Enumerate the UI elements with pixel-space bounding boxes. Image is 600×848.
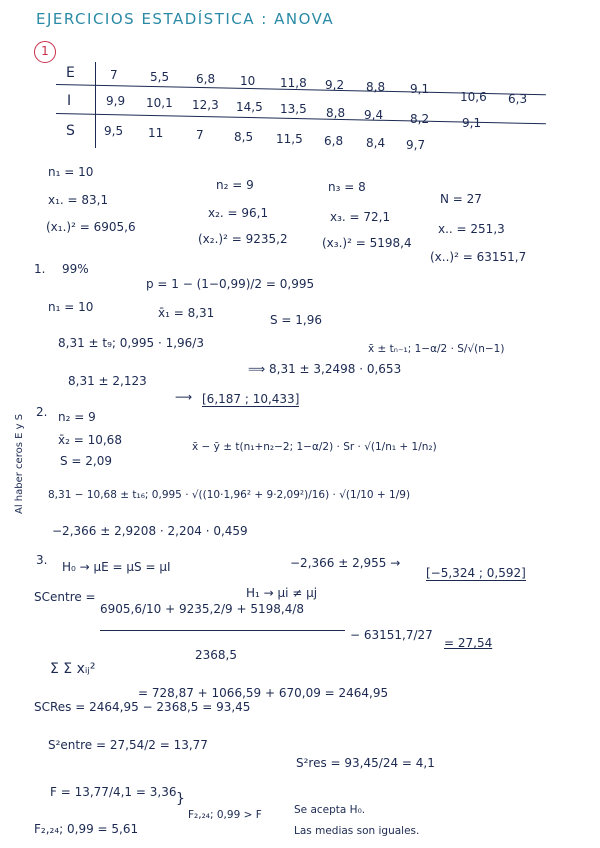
- sc-entre-minus: − 63151,7/27: [350, 628, 433, 642]
- n1-value: n₁ = 10: [48, 300, 94, 314]
- x3-squared: (x₃.)² = 5198,4: [322, 236, 412, 250]
- f-table-value: F₂,₂₄; 0,99 = 5,61: [34, 822, 139, 836]
- cell: 9,4: [364, 108, 384, 122]
- sc-entre-sub: 2368,5: [195, 648, 237, 662]
- f-statistic: F = 13,77/4,1 = 3,36: [50, 785, 177, 799]
- cell: 9,9: [106, 94, 126, 108]
- cell: 10: [240, 74, 256, 88]
- cell: 11: [148, 126, 164, 140]
- mean-2: x̄₂ = 10,68: [58, 433, 122, 447]
- cell: 10,1: [146, 96, 173, 110]
- cell: 6,8: [196, 72, 216, 86]
- sc-entre-label: SCentre =: [34, 590, 96, 604]
- x2-squared: (x₂.)² = 9235,2: [198, 232, 288, 246]
- s2-res: S²res = 93,45/24 = 4,1: [296, 756, 435, 770]
- cell: 9,7: [406, 138, 426, 152]
- n2-value: n₂ = 9: [58, 410, 96, 424]
- cell: 7: [110, 68, 118, 82]
- exercise-number: 1: [41, 44, 49, 58]
- x3-total: x₃. = 72,1: [330, 210, 391, 224]
- cell: 7: [196, 128, 204, 142]
- x1-squared: (x₁.)² = 6905,6: [46, 220, 136, 234]
- x2-total: x₂. = 96,1: [208, 206, 269, 220]
- cell: 8,2: [410, 112, 430, 126]
- cell: 10,6: [460, 90, 487, 104]
- cell: 11,5: [276, 132, 303, 146]
- diff-ci-calc-3: −2,366 ± 2,955 →: [290, 556, 401, 570]
- cell: 8,4: [366, 136, 386, 150]
- cell: 9,1: [462, 116, 482, 130]
- diff-ci-calc: 8,31 − 10,68 ± t₁₆; 0,995 · √((10·1,96² + 9·2,09²)/16) · √(1/10 + 1/9): [48, 489, 411, 501]
- big-n: N = 27: [440, 192, 482, 206]
- part-1-label: 1.: [34, 262, 46, 276]
- grand-total: x.. = 251,3: [438, 222, 505, 236]
- ci-interval: [6,187 ; 10,433]: [202, 392, 300, 406]
- n2: n₂ = 9: [216, 178, 254, 192]
- double-sum-label: Σ Σ xᵢⱼ²: [50, 661, 96, 677]
- ci-calc-result: ⟹ 8,31 ± 3,2498 · 0,653: [248, 362, 402, 376]
- ci-calc: 8,31 ± t₉; 0,995 · 1,96/3: [58, 336, 204, 350]
- cell: 9,2: [325, 78, 345, 92]
- mean-1: x̄₁ = 8,31: [158, 306, 215, 320]
- brace: }: [176, 791, 185, 807]
- f-comparison: F₂,₂₄; 0,99 > F: [188, 809, 262, 821]
- grand-total-squared: (x..)² = 63151,7: [430, 250, 527, 264]
- page-title: EJERCICIOS ESTADÍSTICA : ANOVA: [36, 10, 335, 28]
- side-note: Al haber ceros E y S: [14, 413, 25, 514]
- n3: n₃ = 8: [328, 180, 366, 194]
- ci-formula: x̄ ± tₙ₋₁; 1−α/2 · S/√(n−1): [368, 343, 505, 355]
- ci-calc-2: 8,31 ± 2,123: [68, 374, 147, 388]
- part-3-label: 3.: [36, 553, 48, 567]
- exercise-number-circle: [34, 41, 56, 63]
- cell: 11,8: [280, 76, 307, 90]
- sc-entre-terms: 6905,6/10 + 9235,2/9 + 5198,4/8: [100, 602, 304, 616]
- n1: n₁ = 10: [48, 165, 94, 179]
- ci-arrow: ⟶: [175, 390, 193, 404]
- cell: 5,5: [150, 70, 170, 84]
- conclusion-2: Las medias son iguales.: [294, 825, 420, 837]
- diff-ci-calc-2: −2,366 ± 2,9208 · 2,204 · 0,459: [52, 524, 248, 538]
- std-2: S = 2,09: [60, 454, 113, 468]
- table-vertical-rule: [95, 62, 96, 148]
- x1-total: x₁. = 83,1: [48, 193, 109, 207]
- sc-brace: [100, 630, 345, 631]
- cell: 14,5: [236, 100, 263, 114]
- h0: H₀ → μE = μS = μI: [62, 560, 171, 574]
- row-label-i: I: [67, 93, 72, 109]
- cell: 13,5: [280, 102, 307, 116]
- std-1: S = 1,96: [270, 313, 323, 327]
- cell: 8,5: [234, 130, 254, 144]
- cell: 12,3: [192, 98, 219, 112]
- cell: 8,8: [326, 106, 346, 120]
- p-value-calc: p = 1 − (1−0,99)/2 = 0,995: [146, 277, 315, 291]
- cell: 9,5: [104, 124, 124, 138]
- row-label-s: S: [66, 123, 75, 139]
- cell: 6,8: [324, 134, 344, 148]
- cell: 9,1: [410, 82, 430, 96]
- cell: 6,3: [508, 92, 528, 106]
- double-sum-calc: = 728,87 + 1066,59 + 670,09 = 2464,95: [138, 686, 389, 700]
- sc-entre-result: = 27,54: [444, 636, 493, 650]
- cell: 8,8: [366, 80, 386, 94]
- s2-entre: S²entre = 27,54/2 = 13,77: [48, 738, 208, 752]
- confidence-level: 99%: [62, 262, 89, 276]
- row-label-e: E: [66, 65, 75, 81]
- conclusion-1: Se acepta H₀.: [294, 804, 366, 816]
- sc-res: SCRes = 2464,95 − 2368,5 = 93,45: [34, 700, 251, 714]
- diff-ci-interval: [−5,324 ; 0,592]: [426, 566, 526, 580]
- part-2-label: 2.: [36, 405, 48, 419]
- h1: H₁ → μi ≠ μj: [246, 586, 318, 600]
- diff-ci-formula: x̄ − ȳ ± t(n₁+n₂−2; 1−α/2) · Sr · √(1/n₁ + 1/n₂): [192, 441, 437, 453]
